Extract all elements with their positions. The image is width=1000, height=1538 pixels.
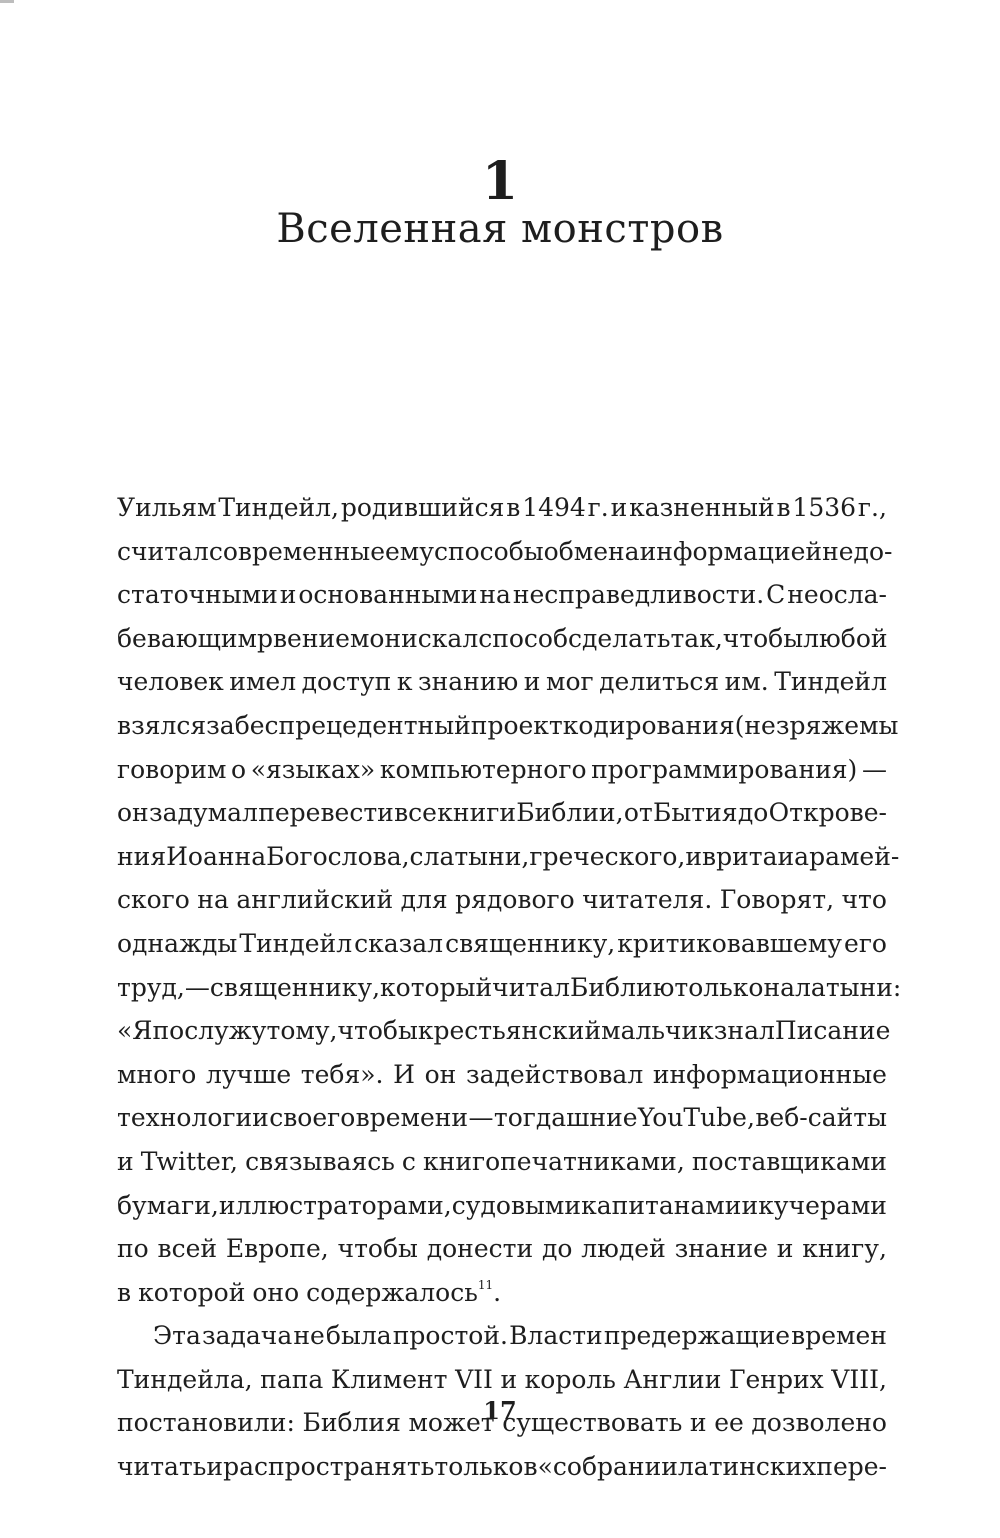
text-line: по всей Европе, чтобы донести до людей знание и книгу, [117,1234,887,1264]
paragraph [117,486,902,1314]
text-line: статочными и основанными на несправедливости. С неосла- [117,580,887,610]
scan-corner-mark [0,0,14,3]
text-line: бумаги, иллюстраторами, судовыми капитанами и кучерами [117,1190,887,1220]
text-line: много лучше тебя». И он задействовал информационные [117,1059,887,1089]
footnote-ref: 11 [477,1277,494,1292]
text-line: он задумал перевести все книги Библии, от Бытия до Открове- [117,798,887,828]
text-line: взялся за беспрецедентный проект кодирования (не зря же мы [117,710,899,740]
body-text [117,486,902,1489]
text-line: бевающим рвением он искал способ сделать так, чтобы любой [117,623,888,653]
text-line: ния Иоанна Богослова, с латыни, греческого, иврита и арамей- [117,841,900,871]
text-line: Тиндейла, папа Климент VII и король Англии Генрих VIII, [117,1364,887,1394]
text-line: считал современные ему способы обмена информацией недо- [117,536,893,566]
text-line: в которой оно содержалось$^{11}$. [117,1277,502,1307]
page-number: 17 [483,1396,517,1425]
text-line: «Я послужу тому, чтобы крестьянский мальчик знал Писание [117,1016,891,1046]
text-line: постановили: Библия может существовать и ее дозволено [117,1408,887,1438]
text-line: человек имел доступ к знанию и мог делиться им. Тиндейл [117,667,887,697]
text-line: однажды Тиндейл сказал священнику, критиковавшему его [117,928,887,958]
chapter-number: 1 [481,151,519,212]
text-line: говорим о «языках» компьютерного программирования) — [117,754,887,784]
text-line: труд, — священнику, который читал Библию только на латыни: [117,972,902,1002]
text-line: технологии своего времени — тогдашние YouTube, веб-сайты [117,1103,887,1133]
text-line: ского на английский для рядового читателя. Говорят, что [117,885,887,915]
text-line: Уильям Тиндейл, родившийся в 1494 г. и казненный в 1536 г., [117,493,887,522]
chapter-title: Вселенная монстров [276,206,724,252]
text-line: читать и распространять только в «собрании латинских пере- [117,1452,887,1482]
text-line: Эта задача не была простой. Власти предержащие времен [153,1321,887,1351]
text-line: и Twitter, связываясь с книгопечатниками, поставщиками [117,1146,887,1176]
